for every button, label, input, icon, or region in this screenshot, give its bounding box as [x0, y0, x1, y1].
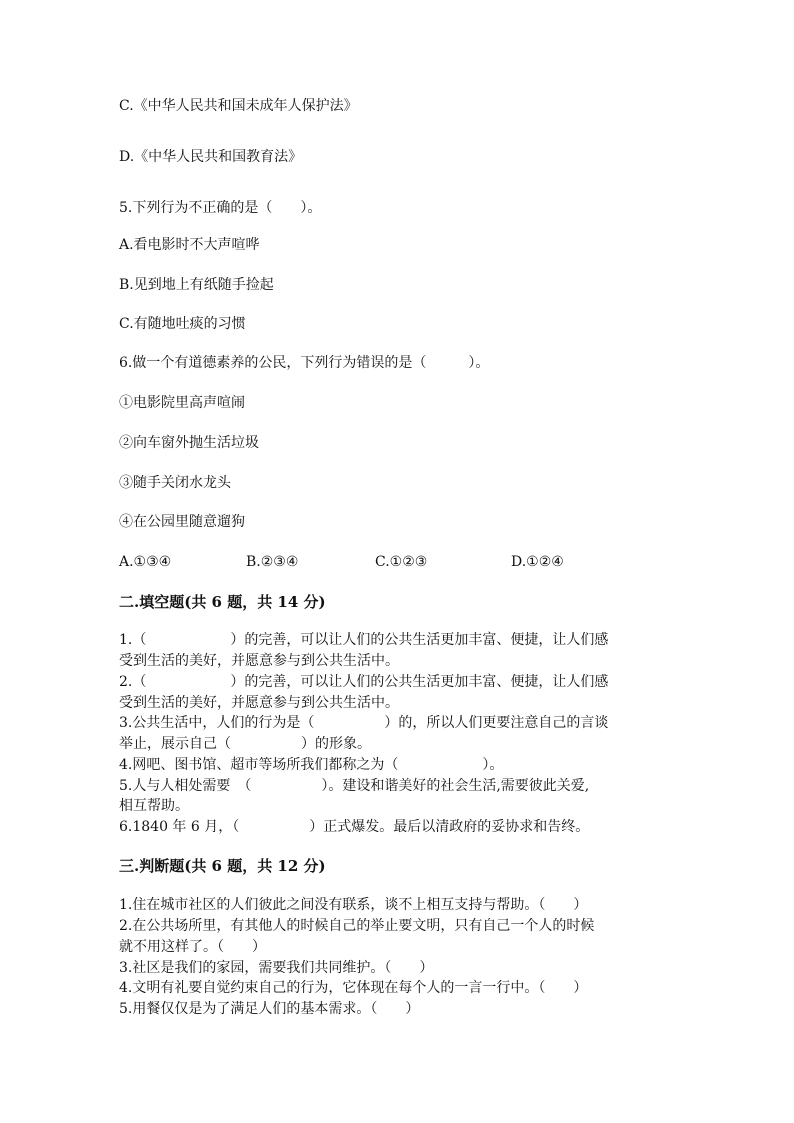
q6-item-2: ②向车窗外抛生活垃圾 — [119, 435, 259, 451]
fill-line: 2.（ ）的完善，可以让人们的公共生活更加丰富、便捷，让人们感 — [119, 674, 609, 690]
option-c-q5: C.有随地吐痰的习惯 — [119, 316, 246, 332]
judge-line: 就不用这样了。（ ） — [119, 939, 266, 955]
option-b-q5: B.见到地上有纸随手捡起 — [119, 277, 274, 293]
question-5: 5.下列行为不正确的是（ ）。 — [119, 200, 322, 216]
fill-line: 6.1840 年 6 月，（ ）正式爆发。最后以清政府的妥协求和告终。 — [119, 819, 590, 835]
option-d-q4: D.《中华人民共和国教育法》 — [119, 149, 303, 165]
fill-line: 4.网吧、图书馆、超市等场所我们都称之为（ ）。 — [119, 757, 504, 773]
fill-line: 相互帮助。 — [119, 798, 189, 814]
judge-line: 2.在公共场所里，有其他人的时候自己的举止要文明，只有自己一个人的时候 — [119, 918, 595, 934]
q6-item-3: ③随手关闭水龙头 — [119, 475, 231, 491]
fill-line: 受到生活的美好，并愿意参与到公共生活中。 — [119, 653, 399, 669]
option-a-q5: A.看电影时不大声喧哗 — [119, 237, 260, 253]
judge-line: 1.住在城市社区的人们彼此之间没有联系，谈不上相互支持与帮助。（ ） — [119, 897, 588, 913]
q6-option-b: B.②③④ — [246, 554, 299, 570]
q6-option-d: D.①②④ — [511, 554, 564, 570]
judge-line: 5.用餐仅仅是为了满足人们的基本需求。（ ） — [119, 1001, 420, 1017]
question-6: 6.做一个有道德素养的公民，下列行为错误的是（ ）。 — [119, 355, 490, 371]
judge-section-heading: 三.判断题(共 6 题，共 12 分) — [119, 857, 326, 875]
q6-option-c: C.①②③ — [375, 554, 428, 570]
fill-section-heading: 二.填空题(共 6 题，共 14 分) — [119, 593, 326, 611]
fill-line: 受到生活的美好，并愿意参与到公共生活中。 — [119, 695, 399, 711]
fill-line: 1.（ ）的完善，可以让人们的公共生活更加丰富、便捷，让人们感 — [119, 632, 609, 648]
q6-item-4: ④在公园里随意遛狗 — [119, 514, 245, 530]
judge-line: 3.社区是我们的家园，需要我们共同维护。（ ） — [119, 960, 434, 976]
fill-line: 5.人与人相处需要 （ ）。建设和谐美好的社会生活,需要彼此关爱, — [119, 778, 590, 794]
q6-option-a: A.①③④ — [119, 554, 172, 570]
judge-line: 4.文明有礼要自觉约束自己的行为，它体现在每个人的一言一行中。（ ） — [119, 980, 588, 996]
option-c-q4: C.《中华人民共和国未成年人保护法》 — [119, 98, 358, 114]
fill-line: 3.公共生活中，人们的行为是（ ）的，所以人们更要注意自己的言谈 — [119, 715, 609, 731]
fill-line: 举止，展示自己（ ）的形象。 — [119, 736, 371, 752]
q6-item-1: ①电影院里高声喧闹 — [119, 395, 245, 411]
